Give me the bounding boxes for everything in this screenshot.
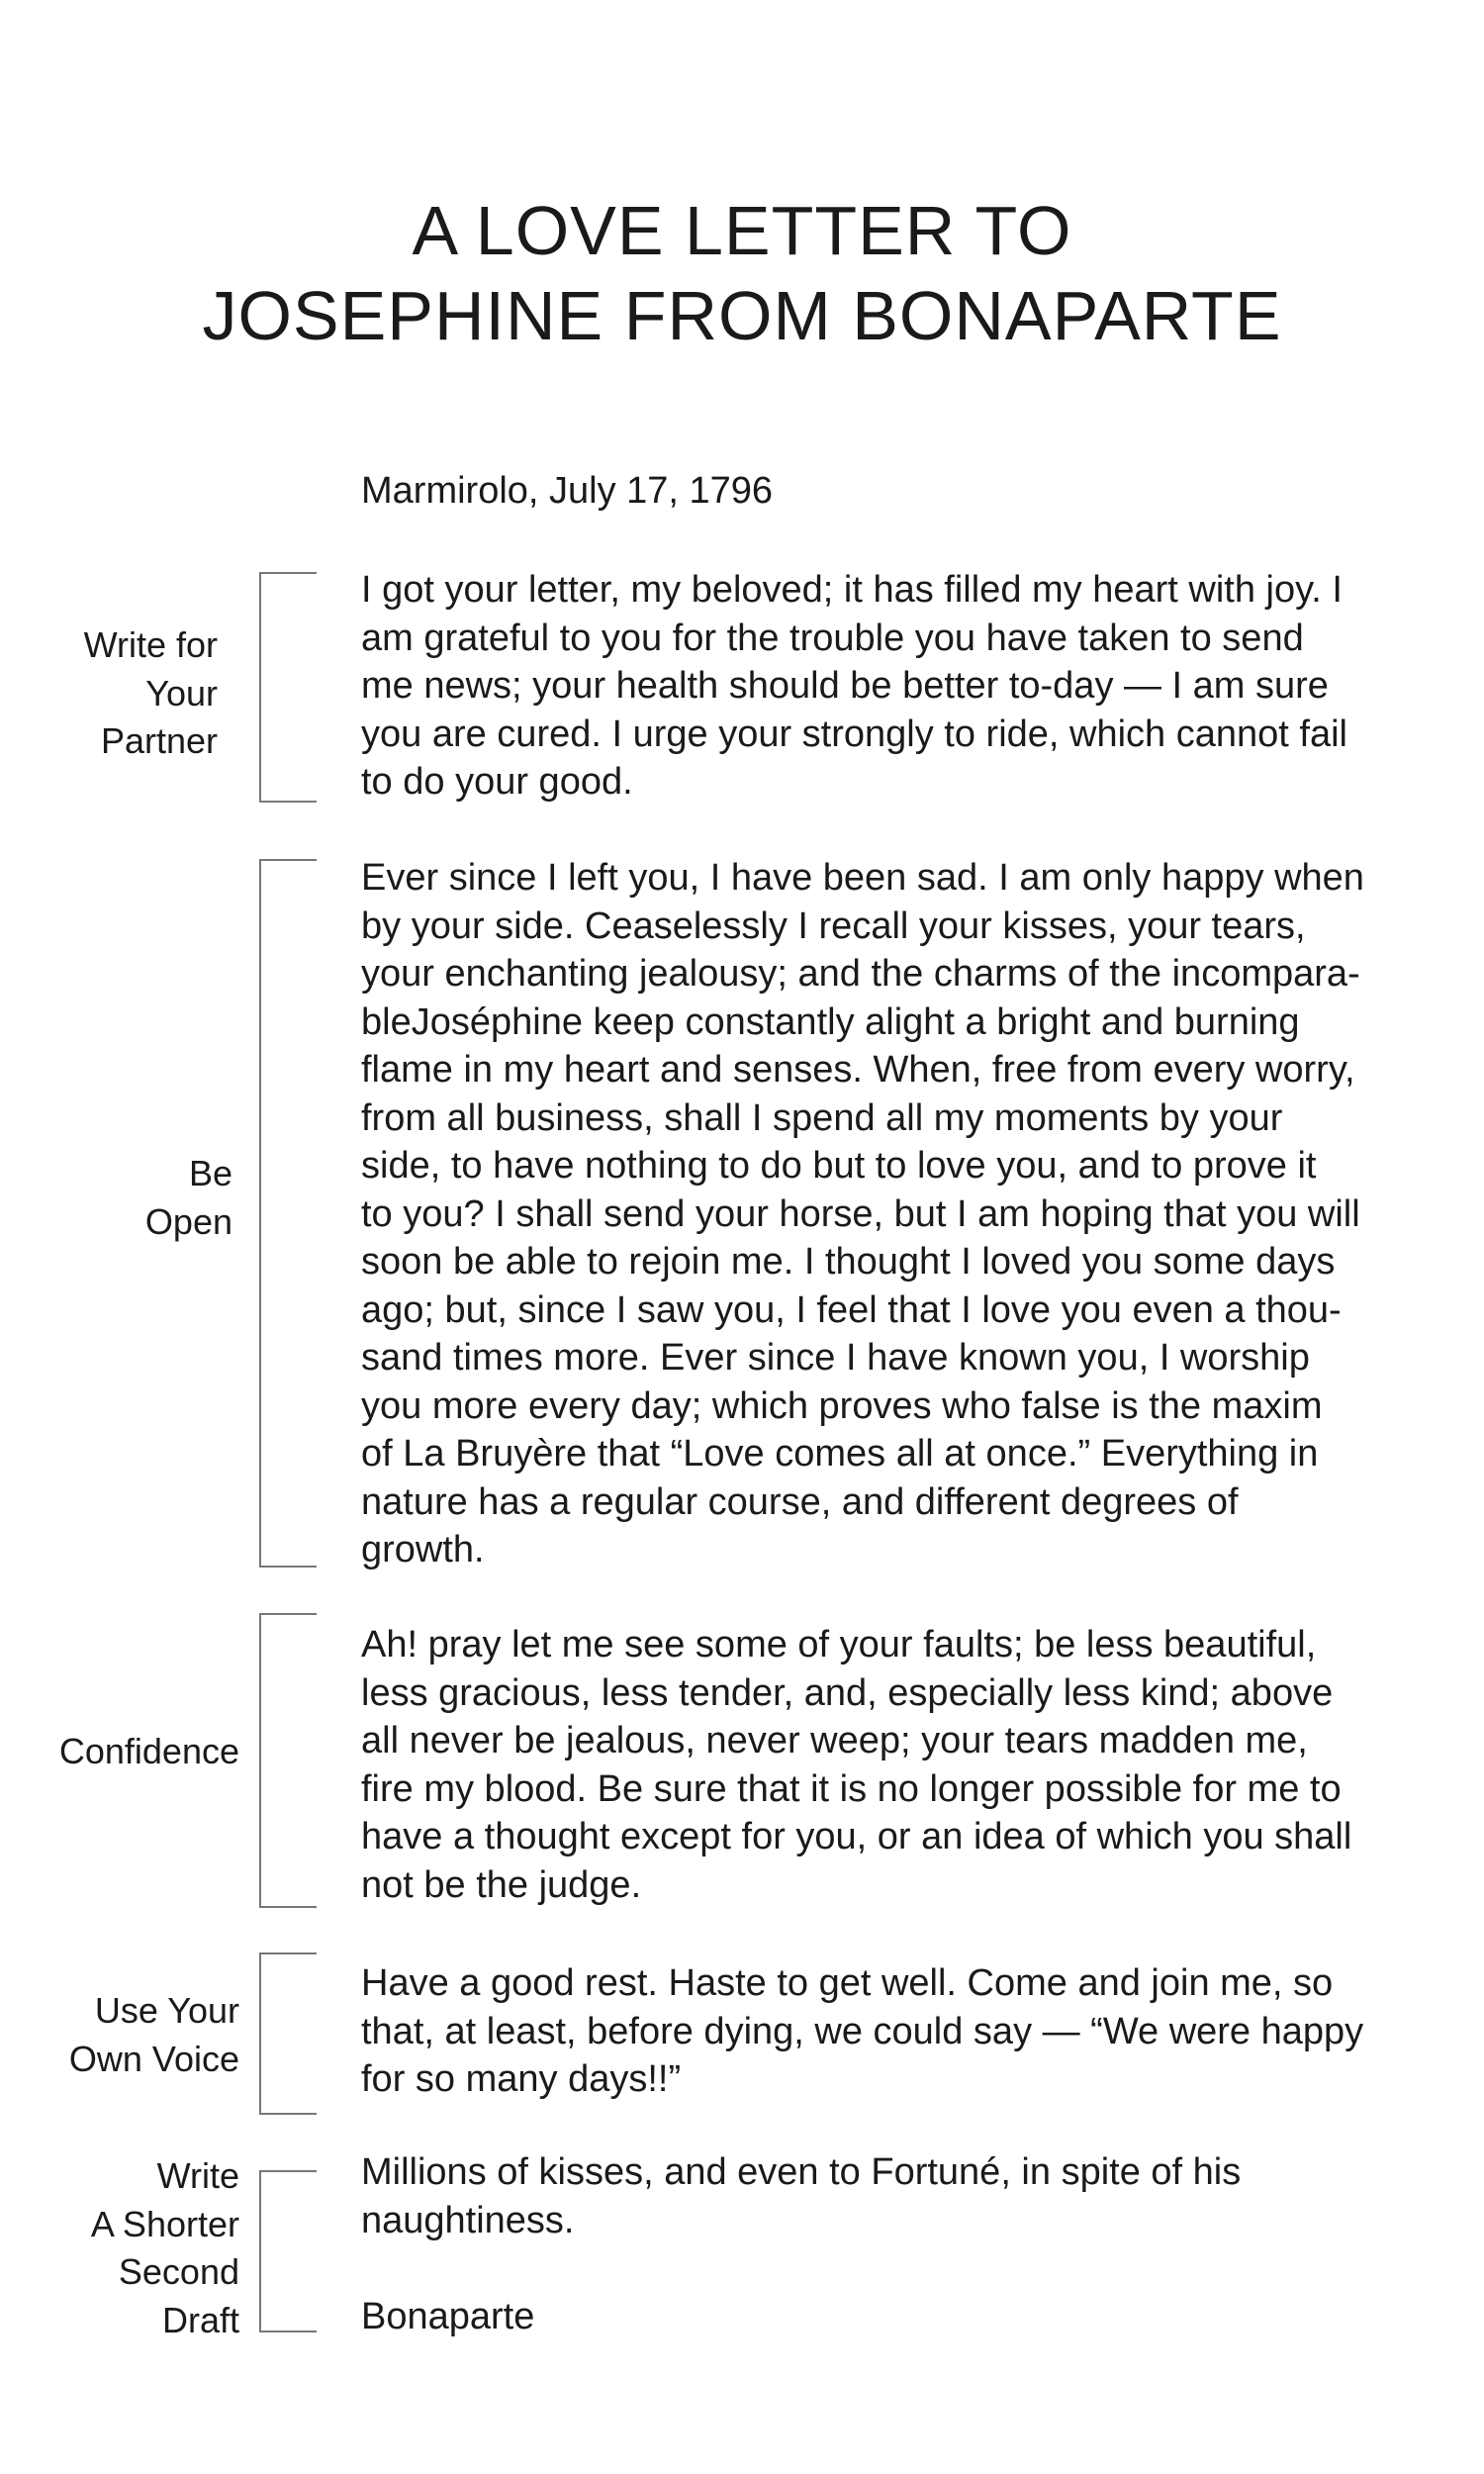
text-line: you more every day; which proves who false is the maxim xyxy=(361,1384,1323,1427)
annotation-line: Confidence xyxy=(58,1731,239,1771)
text-line: all never be jealous, never weep; your tears madden me, xyxy=(361,1720,1308,1761)
text-line: am grateful to you for the trouble you have taken to send xyxy=(361,617,1304,659)
letter-paragraph xyxy=(361,1621,1420,1909)
annotation-line: Use Your xyxy=(94,1990,239,2031)
letter-paragraph xyxy=(361,854,1420,1574)
annotation-bracket xyxy=(259,572,317,803)
annotation-label xyxy=(84,621,218,766)
annotation-bracket xyxy=(259,1952,317,2115)
text-line: side, to have nothing to do but to love you, and to prove it xyxy=(361,1145,1317,1187)
text-line: have a thought except for you, or an idea of which you shall xyxy=(361,1816,1352,1857)
annotation-line: Write xyxy=(156,2155,239,2196)
text-line: fire my blood. Be sure that it is no longer possible for me to xyxy=(361,1767,1342,1810)
text-line: Ever since I left you, I have been sad. I am only happy when xyxy=(361,857,1364,899)
annotation-label xyxy=(145,1150,232,1246)
title-line: JOSEPHINE FROM BONAPARTE xyxy=(202,277,1282,354)
annotation-line: Write for xyxy=(83,624,218,665)
annotation-line: Second xyxy=(118,2251,239,2292)
annotation-label xyxy=(91,2152,239,2344)
annotation-line: Partner xyxy=(100,720,218,761)
text-line: flame in my heart and senses. When, free from every worry, xyxy=(361,1049,1355,1091)
annotation-line: A Shorter xyxy=(90,2203,239,2244)
letter-paragraph xyxy=(361,566,1420,807)
text-line: I got your letter, my beloved; it has filled my heart with joy. I xyxy=(361,569,1343,611)
annotation-line: Draft xyxy=(161,2299,239,2340)
annotation-line: Be xyxy=(188,1153,232,1193)
letter-dateline: Marmirolo, July 17, 1796 xyxy=(361,470,774,512)
text-line: Have a good rest. Haste to get well. Come and join me, so xyxy=(361,1962,1334,2004)
text-line: that, at least, before dying, we could say — “We were happy xyxy=(361,2010,1364,2052)
text-line: bleJoséphine keep constantly alight a bright and burning xyxy=(361,1000,1300,1043)
text-line: soon be able to rejoin me. I thought I loved you some days xyxy=(361,1241,1336,1283)
letter-paragraph xyxy=(361,1959,1420,2104)
annotation-bracket xyxy=(259,2170,317,2332)
letter-signature: Bonaparte xyxy=(361,2296,535,2337)
text-line: growth. xyxy=(361,1529,485,1570)
text-line: to do your good. xyxy=(361,761,633,803)
text-line: less gracious, less tender, and, especially less kind; above xyxy=(361,1671,1334,1714)
page-title xyxy=(0,188,1484,358)
annotation-line: Your xyxy=(145,672,218,714)
text-line: from all business, shall I spend all my moments by your xyxy=(361,1096,1283,1139)
text-line: me news; your health should be better to-day — I am sure xyxy=(361,665,1329,707)
title-line: A LOVE LETTER TO xyxy=(412,192,1072,269)
text-line: you are cured. I urge your strongly to ride, which cannot fail xyxy=(361,713,1347,755)
text-line: for so many days!!” xyxy=(361,2058,682,2100)
text-line: not be the judge. xyxy=(361,1863,642,1906)
text-line: to you? I shall send your horse, but I am hoping that you will xyxy=(361,1192,1360,1235)
text-line: nature has a regular course, and different degrees of xyxy=(361,1480,1239,1523)
annotation-line: Own Voice xyxy=(68,2038,239,2079)
annotation-label xyxy=(69,1987,239,2083)
text-line: ago; but, since I saw you, I feel that I love you even a thou- xyxy=(361,1288,1342,1331)
text-line: naughtiness. xyxy=(361,2199,575,2241)
text-line: Millions of kisses, and even to Fortuné, in spite of his xyxy=(361,2151,1242,2193)
text-line: of La Bruyère that “Love comes all at once.” Everything in xyxy=(361,1433,1319,1475)
annotation-label xyxy=(59,1728,239,1776)
text-line: Ah! pray let me see some of your faults; be less beautiful, xyxy=(361,1624,1317,1665)
annotation-bracket xyxy=(259,859,317,1568)
annotation-bracket xyxy=(259,1613,317,1908)
letter-paragraph xyxy=(361,2148,1420,2244)
annotation-line: Open xyxy=(144,1200,232,1242)
text-line: by your side. Ceaselessly I recall your kisses, your tears, xyxy=(361,904,1306,947)
text-line: your enchanting jealousy; and the charms of the incompara- xyxy=(361,953,1360,995)
text-line: sand times more. Ever since I have known you, I worship xyxy=(361,1337,1310,1379)
